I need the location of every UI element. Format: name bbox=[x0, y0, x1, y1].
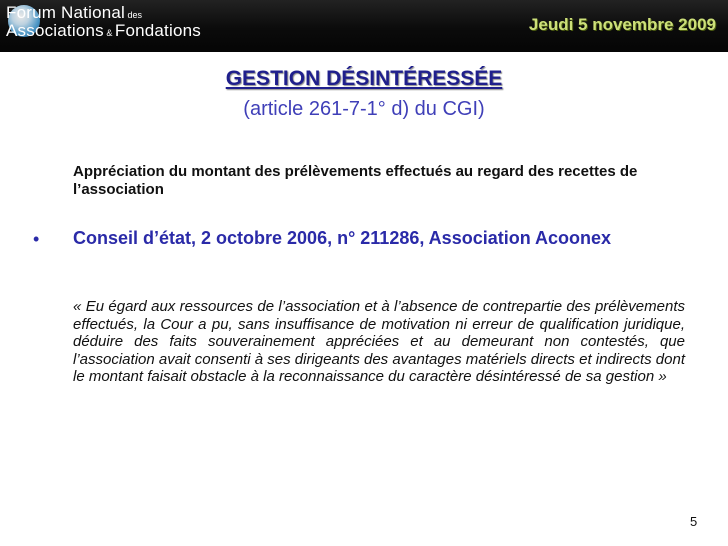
event-date: Jeudi 5 novembre 2009 bbox=[528, 15, 716, 34]
page-number: 5 bbox=[690, 514, 698, 529]
logo-fondations: Fondations bbox=[114, 21, 201, 40]
slide-title: GESTION DÉSINTÉRESSÉE bbox=[225, 67, 503, 90]
logo-forum-national: Forum National bbox=[6, 3, 126, 22]
case-reference: Conseil d’état, 2 octobre 2006, n° 211286, Association Acoonex bbox=[73, 228, 612, 248]
logo-des: des bbox=[125, 10, 143, 20]
slide-subtitle: (article 261-7-1° d) du CGI) bbox=[243, 98, 485, 120]
bullet-icon: • bbox=[33, 229, 40, 249]
intro-text: Appréciation du montant des prélèvements effectués au regard des recettes de l’association bbox=[73, 163, 638, 198]
logo-line-1 bbox=[6, 4, 142, 22]
case-quote: « Eu égard aux ressources de l’association et à l’absence de contrepartie des prélèvements effectués, la Cour a pu, sans insuffisance de motivation ni erreur de qualification juridique, déduire des faits souverainement appréciées et au demeurant non contestés, que l’association avait consenti à ses dirigeants des avantages matériels directs et indirects dont le montant faisait obstacle à la reconnaissance du caractère désintéressé de sa gestion » bbox=[73, 298, 685, 385]
header-banner bbox=[0, 0, 728, 52]
logo-ampersand: & bbox=[103, 28, 115, 38]
logo-associations: Associations bbox=[6, 21, 104, 40]
logo-line-2 bbox=[6, 22, 201, 40]
